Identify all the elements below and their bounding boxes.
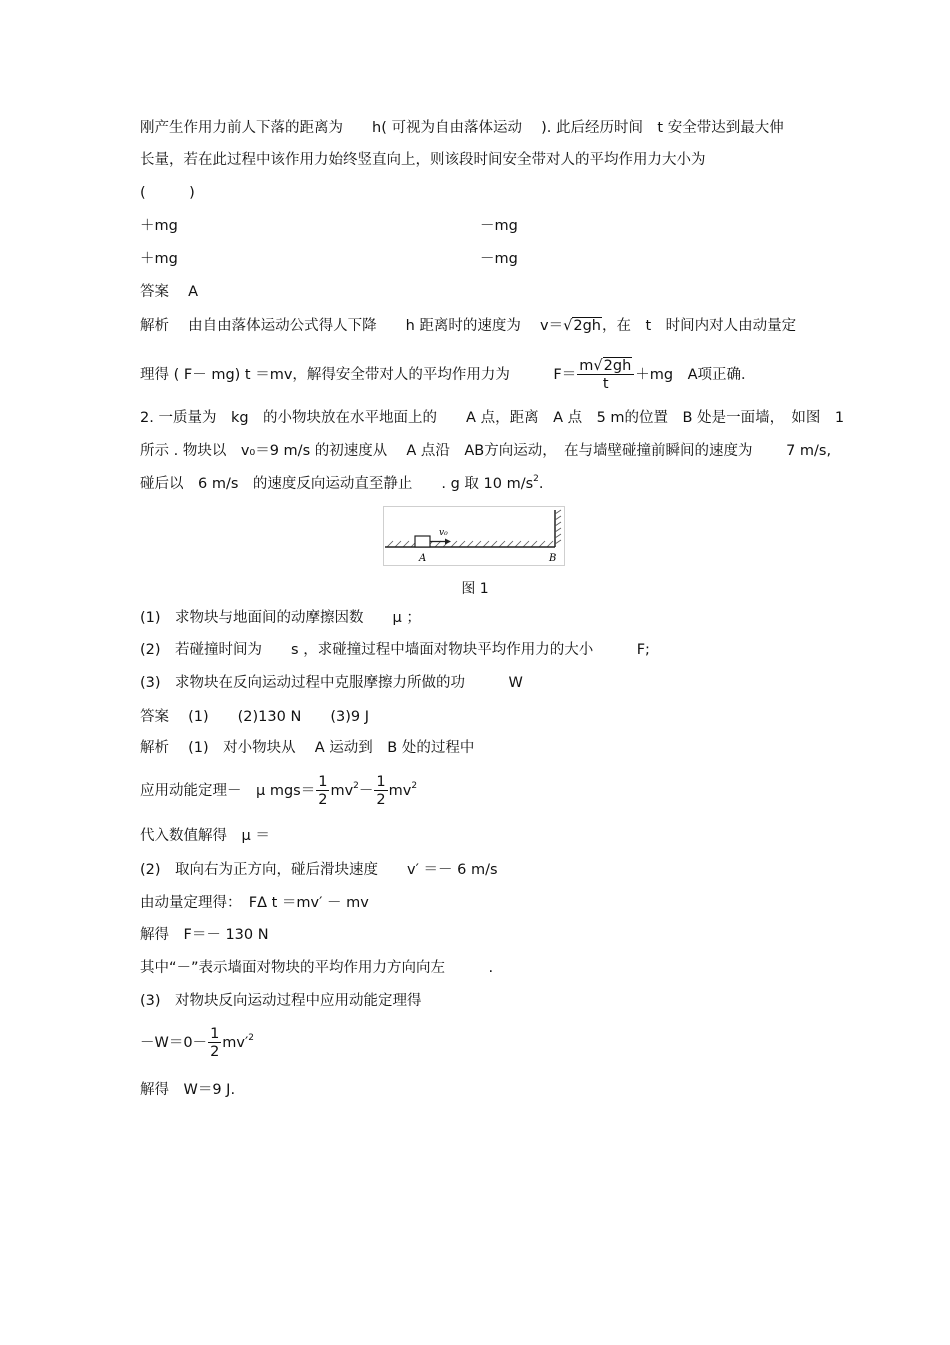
q2-analysis-10: 解得 W＝9 J.: [140, 1082, 236, 1098]
label-v0: v₀: [439, 528, 448, 538]
q2-analysis-9: －W＝0－ $\frac{1}{2}$ $mv'^2$: [140, 1025, 255, 1060]
q2-analysis-3: 代入数值解得 μ ＝: [140, 828, 270, 844]
velocity-arrowhead: [445, 539, 451, 545]
q2-analysis-7: 其中“－”表示墙面对物块的平均作用力方向向左 .: [140, 960, 494, 976]
q2-analysis-5: 由动量定理得： FΔ t ＝mv′ － mv: [140, 895, 369, 911]
q2-sub-1: (1) 求物块与地面间的动摩擦因数 μ ；: [140, 610, 421, 626]
q2-analysis-8: (3) 对物块反向运动过程中应用动能定理得: [140, 993, 422, 1009]
ground-hatch: [387, 541, 553, 547]
q2-line-2: 所示 . 物块以 v₀＝9 m/s 的初速度从 A 点沿 AB方向运动， 在与墙壁碰撞前瞬间的速度为 7 m/s,: [140, 443, 832, 459]
q2-answer: 答案 (1) (2)130 N (3)9 J: [140, 709, 369, 725]
q1-option-a: ＋mg: [140, 218, 178, 234]
q2-sub-2: (2) 若碰撞时间为 s ，求碰撞过程中墙面对物块平均作用力的大小 F;: [140, 642, 650, 658]
half-fraction: $\frac{1}{2}$: [210, 1025, 220, 1060]
q2-line-3: 碰后以 6 m/s 的速度反向运动直至静止 . g 取 10 $m/s^2$.: [140, 474, 544, 492]
block: [415, 536, 430, 547]
q1-option-c: ＋mg: [140, 251, 178, 267]
q1-option-b: －mg: [480, 218, 518, 234]
wall-hatch: [555, 510, 561, 544]
q2-sub-3: (3) 求物块在反向运动过程中克服摩擦力所做的功 W: [140, 675, 523, 691]
q2-analysis-2: 应用动能定理－ μ mgs＝ $\frac{1}{2}$ $mv^2-$ $\frac{1}{2}$ $mv^2$: [140, 773, 418, 808]
q2-analysis-4: (2) 取向右为正方向，碰后滑块速度 v′ ＝－ 6 m/s: [140, 862, 498, 878]
q1-line-1: 刚产生作用力前人下落的距离为 h( 可视为自由落体运动 ). 此后经历时间 t 安全带达到最大伸: [140, 120, 784, 136]
half-fraction: $\frac{1}{2}$: [376, 773, 386, 808]
q1-analysis-line-1: 解析 由自由落体运动公式得人下降 h 距离时的速度为 v＝√2gh，在 t 时间内对人由动量定: [140, 318, 797, 334]
figure-1-diagram: [383, 506, 565, 566]
figure-caption: 图 1: [461, 581, 489, 597]
q1-line-2: 长量，若在此过程中该作用力始终竖直向上，则该段时间安全带对人的平均作用力大小为: [140, 152, 706, 168]
label-b: B: [549, 553, 557, 564]
label-a: A: [419, 553, 427, 564]
q2-analysis-1: 解析 (1) 对小物块从 A 运动到 B 处的过程中: [140, 740, 475, 756]
sqrt-2gh: √2gh: [563, 318, 601, 334]
q1-analysis-line-2: 理得 ( F－ mg) t ＝mv，解得安全带对人的平均作用力为 F＝ $\frac{m√2gh}{t}$ ＋mg A项正确．: [140, 357, 756, 392]
q1-option-d: －mg: [480, 251, 518, 267]
q1-answer: 答案 A: [140, 284, 199, 300]
q2-analysis-6: 解得 F＝－ 130 N: [140, 927, 269, 943]
q1-bracket: ( ): [140, 185, 195, 201]
force-fraction: $\frac{m√2gh}{t}$: [577, 359, 634, 392]
half-fraction: $\frac{1}{2}$: [318, 773, 328, 808]
q2-line-1: 2. 一质量为 kg 的小物块放在水平地面上的 A 点，距离 A 点 5 m的位置 B 处是一面墙， 如图 1: [140, 410, 845, 426]
